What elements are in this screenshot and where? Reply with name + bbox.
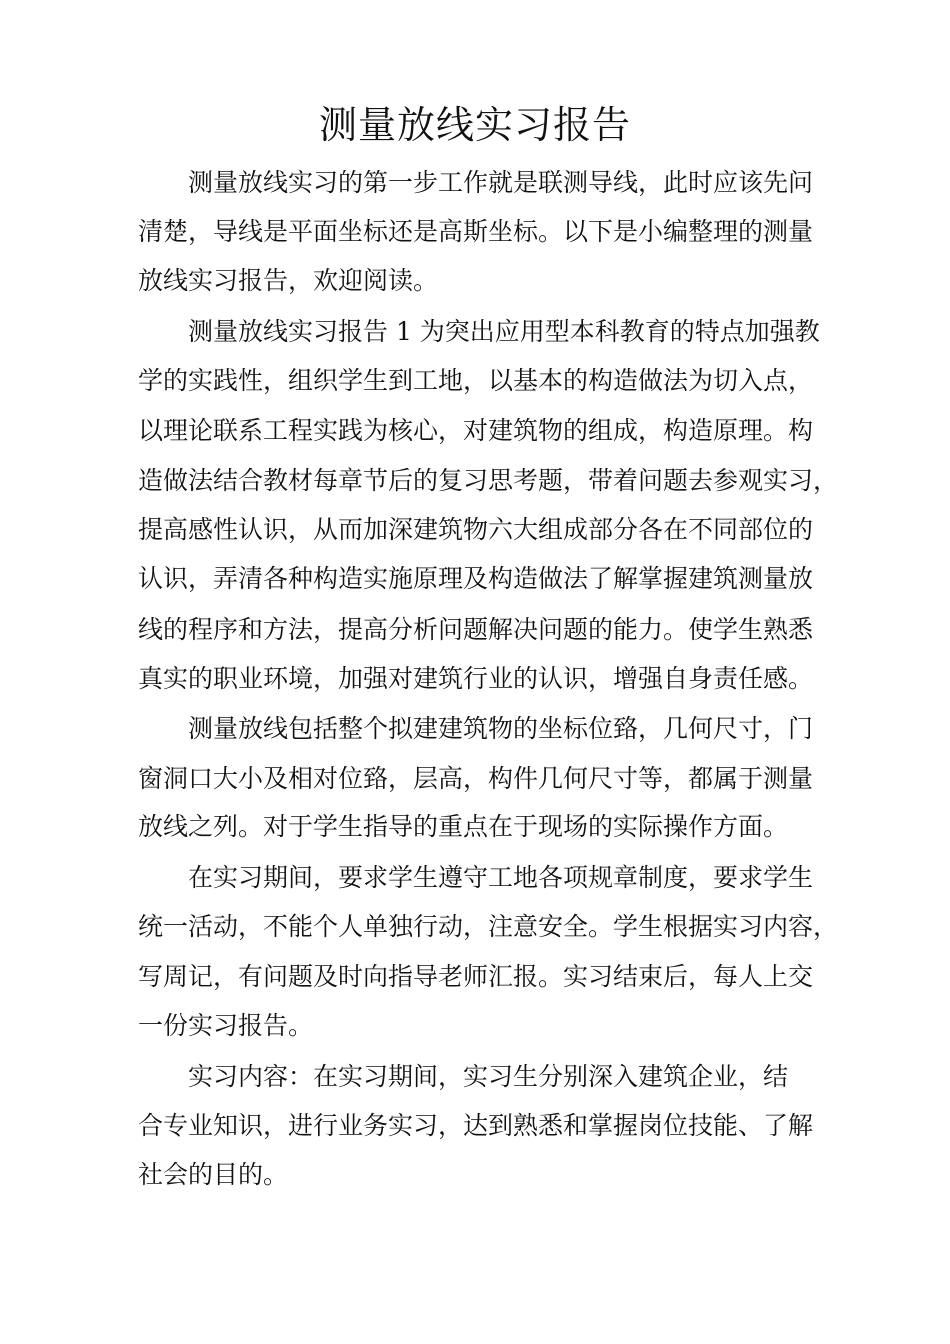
paragraph-2-line-2: 学的实践性，组织学生到工地，以基本的构造做法为切入点，	[138, 366, 814, 395]
paragraph-5-line-2: 合专业知识，进行业务实习，达到熟悉和掌握岗位技能、了解	[138, 1111, 814, 1140]
paragraph-2-line-6: 认识，弄清各种构造实施原理及构造做法了解掌握建筑测量放	[138, 564, 814, 593]
paragraph-1-line-2: 清楚，导线是平面坐标还是高斯坐标。以下是小编整理的测量	[138, 217, 814, 246]
paragraph-2-line-5: 提高感性认识，从而加深建筑物六大组成部分各在不同部位的	[138, 515, 814, 544]
paragraph-3-line-2: 窗洞口大小及相对位臵，层高，构件几何尺寸等，都属于测量	[138, 764, 814, 793]
paragraph-1-line-3: 放线实习报告，欢迎阅读。	[138, 266, 439, 295]
paragraph-2-line-1: 测量放线实习报告 1 为突出应用型本科教育的特点加强教	[188, 317, 820, 346]
paragraph-5-line-1: 实习内容：在实习期间，实习生分别深入建筑企业，结	[188, 1062, 789, 1091]
paragraph-2-line-8: 真实的职业环境，加强对建筑行业的认识，增强自身责任感。	[138, 664, 814, 693]
paragraph-5-line-3: 社会的目的。	[138, 1160, 289, 1189]
paragraph-3-line-3: 放线之列。对于学生指导的重点在于现场的实际操作方面。	[138, 812, 789, 841]
paragraph-1-line-1: 测量放线实习的第一步工作就是联测导线，此时应该先问	[188, 168, 814, 197]
paragraph-4-line-3: 写周记，有问题及时向指导老师汇报。实习结束后，每人上交	[138, 962, 814, 991]
paragraph-2-line-7: 线的程序和方法，提高分析问题解决问题的能力。使学生熟悉	[138, 615, 814, 644]
paragraph-4-line-4: 一份实习报告。	[138, 1011, 314, 1040]
paragraph-4-line-1: 在实习期间，要求学生遵守工地各项规章制度，要求学生	[188, 863, 814, 892]
paragraph-2-line-4: 造做法结合教材每章节后的复习思考题，带着问题去参观实习，	[138, 466, 839, 495]
paragraph-4-line-2: 统一活动，不能个人单独行动，注意安全。学生根据实习内容，	[138, 912, 839, 941]
paragraph-3-line-1: 测量放线包括整个拟建建筑物的坐标位臵，几何尺寸，门	[188, 714, 814, 743]
paragraph-2-line-3: 以理论联系工程实践为核心，对建筑物的组成，构造原理。构	[138, 416, 814, 445]
document-title: 测量放线实习报告	[318, 103, 631, 147]
